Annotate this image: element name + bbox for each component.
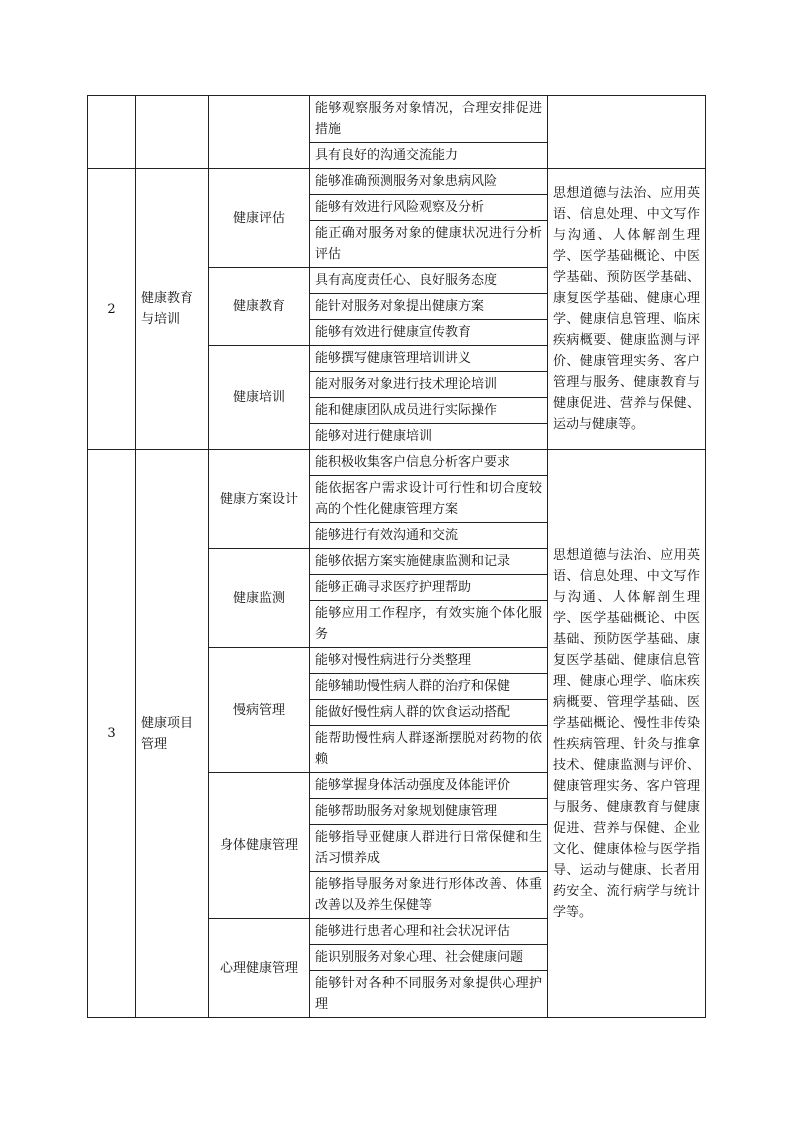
item-cell: 能够指导亚健康人群进行日常保健和生活习惯养成 [310, 825, 548, 872]
item-cell: 能够依据方案实施健康监测和记录 [310, 549, 548, 575]
item-cell: 能针对服务对象提出健康方案 [310, 294, 548, 320]
sub-category: 健康评估 [209, 169, 310, 268]
item-cell: 能识别服务对象心理、社会健康问题 [310, 945, 548, 971]
item-cell: 能够针对各种不同服务对象提供心理护理 [310, 971, 548, 1018]
section-number: 2 [88, 169, 136, 450]
sub-category: 慢病管理 [209, 648, 310, 773]
sub-category: 健康培训 [209, 346, 310, 450]
course-list: 思想道德与法治、应用英语、信息处理、中文写作与沟通、人体解剖生理学、医学基础概论、中医基础、预防医学基础、康复医学基础、健康信息管理、健康心理学、临床疾病概要、管理学基础、医学基础概论、慢性非传染性疾病管理、针灸与推拿技术、健康监测与评价、健康管理实务、客户管理与服务、健康教育与健康促进、营养与保健、企业文化、健康体检与医学指导、运动与健康、长者用药安全、流行病学与统计学等。 [548, 450, 706, 1018]
item-cell: 能积极收集客户信息分析客户要求 [310, 450, 548, 476]
table-row [88, 169, 706, 195]
category-cell [136, 96, 209, 169]
item-cell: 能够有效进行风险观察及分析 [310, 195, 548, 221]
item-cell: 具有良好的沟通交流能力 [310, 143, 548, 169]
sub-category: 健康教育 [209, 268, 310, 346]
item-cell: 能和健康团队成员进行实际操作 [310, 398, 548, 424]
sub-cell [209, 96, 310, 169]
item-cell: 能够进行患者心理和社会状况评估 [310, 919, 548, 945]
curriculum-table [87, 95, 706, 1018]
item-cell: 能够辅助慢性病人群的治疗和保健 [310, 674, 548, 700]
item-cell: 能够对进行健康培训 [310, 424, 548, 450]
item-cell: 能够撰写健康管理培训讲义 [310, 346, 548, 372]
section-category: 健康项目管理 [136, 450, 209, 1018]
item-cell: 能够指导服务对象进行形体改善、体重改善以及养生保健等 [310, 872, 548, 919]
item-cell: 能做好慢性病人群的饮食运动搭配 [310, 700, 548, 726]
item-cell: 能够准确预测服务对象患病风险 [310, 169, 548, 195]
table-row [88, 450, 706, 476]
item-cell: 能够观察服务对象情况，合理安排促进措施 [310, 96, 548, 143]
course-cell [548, 96, 706, 169]
item-cell: 能够有效进行健康宣传教育 [310, 320, 548, 346]
section-category: 健康教育与培训 [136, 169, 209, 450]
item-cell: 能正确对服务对象的健康状况进行分析评估 [310, 221, 548, 268]
item-cell: 能够对慢性病进行分类整理 [310, 648, 548, 674]
item-cell: 能够帮助服务对象规划健康管理 [310, 799, 548, 825]
item-cell: 能够掌握身体活动强度及体能评价 [310, 773, 548, 799]
sub-category: 心理健康管理 [209, 919, 310, 1018]
item-cell: 能依据客户需求设计可行性和切合度较高的个性化健康管理方案 [310, 476, 548, 523]
item-cell: 能够正确寻求医疗护理帮助 [310, 575, 548, 601]
course-list: 思想道德与法治、应用英语、信息处理、中文写作与沟通、人体解剖生理学、医学基础概论、中医学基础、预防医学基础、康复医学基础、健康心理学、健康信息管理、临床疾病概要、健康监测与评价、健康管理实务、客户管理与服务、健康教育与健康促进、营养与保健、运动与健康等。 [548, 169, 706, 450]
sub-category: 健康监测 [209, 549, 310, 648]
item-cell: 具有高度责任心、良好服务态度 [310, 268, 548, 294]
item-cell: 能对服务对象进行技术理论培训 [310, 372, 548, 398]
sub-category: 身体健康管理 [209, 773, 310, 919]
table-row [88, 96, 706, 143]
item-cell: 能够进行有效沟通和交流 [310, 523, 548, 549]
item-cell: 能帮助慢性病人群逐渐摆脱对药物的依赖 [310, 726, 548, 773]
no-cell [88, 96, 136, 169]
item-cell: 能够应用工作程序，有效实施个体化服务 [310, 601, 548, 648]
sub-category: 健康方案设计 [209, 450, 310, 549]
section-number: 3 [88, 450, 136, 1018]
